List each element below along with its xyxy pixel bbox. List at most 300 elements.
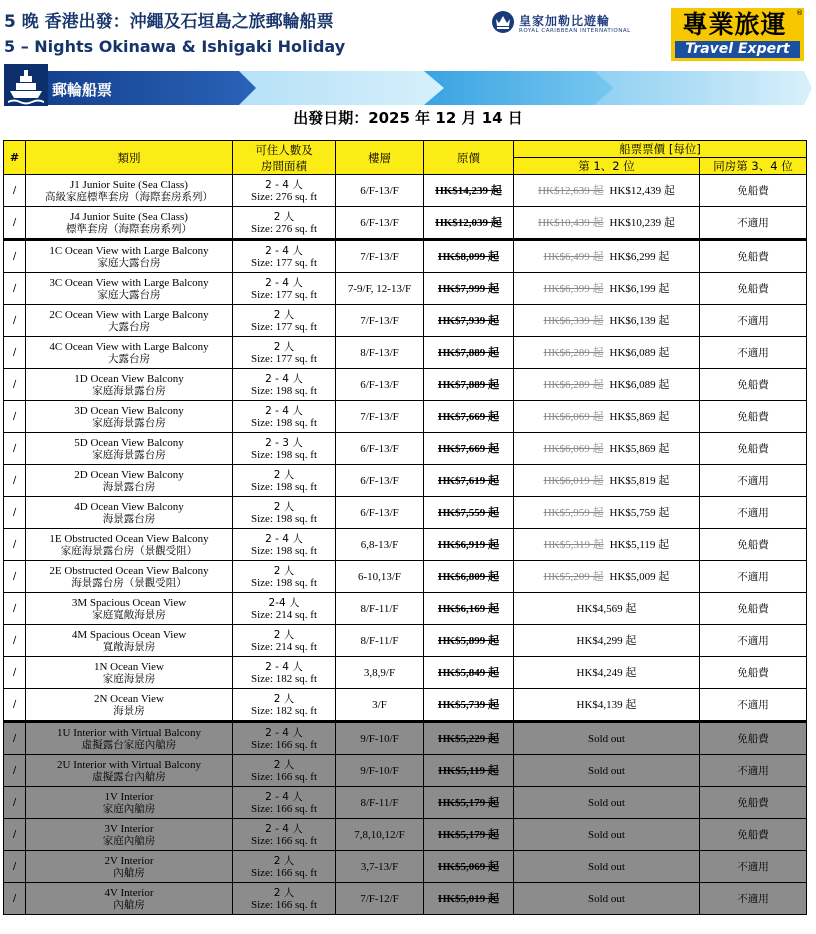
occupancy-count: 2 - 4 人	[265, 178, 303, 191]
original-price: HK$7,669 起	[424, 401, 514, 433]
table-row	[4, 561, 807, 593]
table-row	[4, 787, 807, 819]
cabin-category	[26, 593, 233, 625]
agency-name-en	[675, 41, 800, 58]
previous-fare: HK$6,399 起	[543, 282, 604, 295]
fare-3-4: 免船費	[700, 593, 807, 625]
original-price: HK$5,019 起	[424, 883, 514, 915]
cruise-line-subtitle: ROYAL CARIBBEAN INTERNATIONAL	[519, 28, 631, 34]
fare-3-4: 免船費	[700, 657, 807, 689]
original-price: HK$8,099 起	[424, 240, 514, 273]
cabin-occupancy	[233, 433, 336, 465]
cabin-name-zh: 家庭大露台房	[97, 288, 161, 301]
row-number: /	[4, 755, 26, 787]
occupancy-count: 2 人	[273, 210, 295, 223]
cabin-name-en: 1V Interior	[104, 790, 154, 803]
row-number: /	[4, 465, 26, 497]
cabin-name-en: 4C Ocean View with Large Balcony	[49, 340, 209, 353]
cabin-name-en: 2V Interior	[104, 854, 154, 867]
cabin-name-zh: 家庭海景露台房	[92, 384, 166, 397]
fare-1-2	[514, 561, 700, 593]
previous-fare: HK$10,439 起	[538, 216, 604, 229]
fare-3-4: 免船費	[700, 529, 807, 561]
section-banner	[4, 64, 812, 106]
fare-1-2	[514, 722, 700, 755]
cabin-occupancy	[233, 722, 336, 755]
original-price: HK$5,899 起	[424, 625, 514, 657]
row-number: /	[4, 497, 26, 529]
row-number: /	[4, 819, 26, 851]
cabin-occupancy	[233, 497, 336, 529]
row-number: /	[4, 369, 26, 401]
fare-1-2	[514, 689, 700, 722]
cabin-occupancy	[233, 529, 336, 561]
cabin-name-en: J1 Junior Suite (Sea Class)	[70, 178, 188, 191]
cabin-occupancy	[233, 787, 336, 819]
original-price: HK$7,619 起	[424, 465, 514, 497]
cabin-category	[26, 755, 233, 787]
cabin-size: Size: 214 sq. ft	[251, 640, 317, 653]
cabin-category	[26, 465, 233, 497]
cabin-deck: 6/F-13/F	[336, 465, 424, 497]
cabin-size: Size: 177 sq. ft	[251, 352, 317, 365]
cabin-deck: 7-9/F, 12-13/F	[336, 273, 424, 305]
fare-1-2	[514, 593, 700, 625]
table-row	[4, 851, 807, 883]
cabin-name-zh: 海景房	[113, 704, 145, 717]
table-row	[4, 883, 807, 915]
previous-fare: HK$6,289 起	[543, 346, 604, 359]
cabin-size: Size: 198 sq. ft	[251, 576, 317, 589]
row-number: /	[4, 273, 26, 305]
cabin-name-en: J4 Junior Suite (Sea Class)	[70, 210, 188, 223]
current-fare: HK$5,869 起	[609, 410, 670, 423]
original-price: HK$12,039 起	[424, 207, 514, 240]
occupancy-count: 2 人	[273, 692, 295, 705]
row-number: /	[4, 657, 26, 689]
cabin-size: Size: 182 sq. ft	[251, 672, 317, 685]
cabin-name-en: 3M Spacious Ocean View	[71, 596, 187, 609]
cabin-name-zh: 家庭海景房	[102, 672, 156, 685]
header-category: 類別	[26, 141, 233, 175]
cabin-size: Size: 276 sq. ft	[251, 222, 317, 235]
fare-3-4: 免船費	[700, 722, 807, 755]
fare-1-2	[514, 883, 700, 915]
occupancy-count: 2 人	[273, 886, 295, 899]
cabin-occupancy	[233, 689, 336, 722]
cabin-deck: 7/F-12/F	[336, 883, 424, 915]
fare-3-4: 不適用	[700, 465, 807, 497]
table-row	[4, 433, 807, 465]
cabin-occupancy	[233, 240, 336, 273]
original-price: HK$5,119 起	[424, 755, 514, 787]
current-fare: HK$6,089 起	[609, 378, 670, 391]
previous-fare: HK$6,019 起	[543, 474, 604, 487]
previous-fare: HK$6,289 起	[543, 378, 604, 391]
table-row	[4, 273, 807, 305]
cabin-name-zh: 虛擬露台家庭內艙房	[81, 738, 177, 751]
occupancy-count: 2 人	[273, 468, 295, 481]
table-row	[4, 625, 807, 657]
table-row	[4, 337, 807, 369]
cabin-deck: 9/F-10/F	[336, 755, 424, 787]
cabin-occupancy	[233, 401, 336, 433]
current-fare: HK$4,249 起	[576, 666, 637, 679]
previous-fare: HK$6,499 起	[543, 250, 604, 263]
page-title-en: 5 – Nights Okinawa & Ishigaki Holiday	[4, 37, 346, 56]
cabin-deck: 7/F-13/F	[336, 401, 424, 433]
table-row	[4, 175, 807, 207]
row-number: /	[4, 851, 26, 883]
cabin-deck: 3/F	[336, 689, 424, 722]
current-fare: HK$5,869 起	[609, 442, 670, 455]
original-price: HK$6,809 起	[424, 561, 514, 593]
cabin-category	[26, 337, 233, 369]
cabin-name-zh: 家庭海景露台房	[92, 416, 166, 429]
row-number: /	[4, 883, 26, 915]
fare-3-4: 免船費	[700, 401, 807, 433]
cabin-deck: 3,8,9/F	[336, 657, 424, 689]
fare-3-4: 不適用	[700, 689, 807, 722]
fare-3-4: 不適用	[700, 883, 807, 915]
cabin-name-zh: 家庭海景露台房（景觀受阻）	[60, 544, 198, 557]
current-fare: Sold out	[588, 796, 625, 809]
cabin-deck: 9/F-10/F	[336, 722, 424, 755]
cabin-name-en: 4D Ocean View Balcony	[74, 500, 184, 513]
occupancy-count: 2 - 4 人	[265, 822, 303, 835]
row-number: /	[4, 337, 26, 369]
header-occupancy-line1: 可住人數及	[255, 142, 313, 157]
cabin-size: Size: 276 sq. ft	[251, 190, 317, 203]
fare-3-4: 不適用	[700, 755, 807, 787]
table-row	[4, 819, 807, 851]
cabin-deck: 3,7-13/F	[336, 851, 424, 883]
occupancy-count: 2 人	[273, 628, 295, 641]
cruise-line-name: 皇家加勒比遊輪	[519, 14, 611, 28]
cabin-deck: 7,8,10,12/F	[336, 819, 424, 851]
fare-3-4: 不適用	[700, 305, 807, 337]
cabin-occupancy	[233, 273, 336, 305]
cabin-occupancy	[233, 305, 336, 337]
cabin-name-en: 4M Spacious Ocean View	[71, 628, 187, 641]
cabin-name-en: 2U Interior with Virtual Balcony	[57, 758, 201, 771]
header-deck: 樓層	[336, 141, 424, 175]
cabin-category	[26, 273, 233, 305]
cabin-name-en: 1N Ocean View	[93, 660, 164, 673]
cabin-name-zh: 海景露台房（景觀受阻）	[71, 576, 187, 589]
fare-1-2	[514, 657, 700, 689]
fare-1-2	[514, 851, 700, 883]
cabin-deck: 6/F-13/F	[336, 433, 424, 465]
fare-3-4: 免船費	[700, 240, 807, 273]
fare-1-2	[514, 337, 700, 369]
cabin-size: Size: 166 sq. ft	[251, 834, 317, 847]
fare-1-2	[514, 369, 700, 401]
cabin-name-zh: 虛擬露台內艙房	[92, 770, 166, 783]
cabin-occupancy	[233, 337, 336, 369]
original-price: HK$7,559 起	[424, 497, 514, 529]
fare-1-2	[514, 625, 700, 657]
row-number: /	[4, 561, 26, 593]
cabin-name-zh: 家庭海景露台房	[92, 448, 166, 461]
row-number: /	[4, 593, 26, 625]
cabin-size: Size: 198 sq. ft	[251, 480, 317, 493]
cabin-category	[26, 787, 233, 819]
current-fare: HK$4,569 起	[576, 602, 637, 615]
cabin-size: Size: 198 sq. ft	[251, 384, 317, 397]
original-price: HK$5,069 起	[424, 851, 514, 883]
registered-mark: ®	[796, 9, 803, 17]
cabin-deck: 8/F-11/F	[336, 593, 424, 625]
current-fare: HK$6,299 起	[609, 250, 670, 263]
table-row	[4, 465, 807, 497]
current-fare: Sold out	[588, 732, 625, 745]
fare-1-2	[514, 787, 700, 819]
table-row	[4, 207, 807, 240]
cabin-deck: 8/F-11/F	[336, 625, 424, 657]
original-price: HK$5,179 起	[424, 787, 514, 819]
cabin-occupancy	[233, 657, 336, 689]
header-original: 原價	[424, 141, 514, 175]
cabin-category	[26, 689, 233, 722]
row-number: /	[4, 722, 26, 755]
current-fare: HK$5,009 起	[609, 570, 670, 583]
cabin-category	[26, 819, 233, 851]
fare-3-4: 不適用	[700, 497, 807, 529]
occupancy-count: 2 - 4 人	[265, 660, 303, 673]
cabin-deck: 6/F-13/F	[336, 175, 424, 207]
original-price: HK$7,999 起	[424, 273, 514, 305]
previous-fare: HK$6,339 起	[543, 314, 604, 327]
cabin-name-en: 1E Obstructed Ocean View Balcony	[49, 532, 209, 545]
cabin-size: Size: 177 sq. ft	[251, 288, 317, 301]
cabin-category	[26, 561, 233, 593]
occupancy-count: 2 人	[273, 500, 295, 513]
cabin-size: Size: 198 sq. ft	[251, 544, 317, 557]
fare-1-2	[514, 401, 700, 433]
cabin-occupancy	[233, 593, 336, 625]
fare-1-2	[514, 207, 700, 240]
occupancy-count: 2-4 人	[268, 596, 300, 609]
cabin-category	[26, 529, 233, 561]
cabin-name-zh: 家庭寬敞海景房	[92, 608, 166, 621]
cabin-deck: 6/F-13/F	[336, 207, 424, 240]
cabin-size: Size: 166 sq. ft	[251, 866, 317, 879]
cabin-deck: 6,8-13/F	[336, 529, 424, 561]
current-fare: HK$6,139 起	[609, 314, 670, 327]
table-row	[4, 755, 807, 787]
cabin-name-zh: 家庭內艙房	[102, 834, 156, 847]
row-number: /	[4, 305, 26, 337]
cabin-occupancy	[233, 625, 336, 657]
agency-name-en-2: Expert	[737, 41, 790, 57]
fare-1-2	[514, 755, 700, 787]
cabin-category	[26, 497, 233, 529]
original-price: HK$5,739 起	[424, 689, 514, 722]
original-price: HK$6,919 起	[424, 529, 514, 561]
fare-1-2	[514, 819, 700, 851]
current-fare: Sold out	[588, 860, 625, 873]
cabin-name-en: 1C Ocean View with Large Balcony	[49, 244, 209, 257]
fare-3-4: 免船費	[700, 175, 807, 207]
cabin-name-zh: 大露台房	[108, 320, 150, 333]
cabin-name-zh: 海景露台房	[102, 480, 156, 493]
occupancy-count: 2 人	[273, 340, 295, 353]
table-row	[4, 369, 807, 401]
cabin-category	[26, 207, 233, 240]
previous-fare: HK$5,959 起	[543, 506, 604, 519]
cabin-deck: 6-10,13/F	[336, 561, 424, 593]
original-price: HK$6,169 起	[424, 593, 514, 625]
fare-1-2	[514, 465, 700, 497]
cabin-size: Size: 214 sq. ft	[251, 608, 317, 621]
cabin-category	[26, 240, 233, 273]
occupancy-count: 2 人	[273, 854, 295, 867]
cabin-name-zh: 海景露台房	[102, 512, 156, 525]
cabin-name-zh: 內艙房	[113, 866, 145, 879]
cabin-name-en: 3V Interior	[104, 822, 154, 835]
header-occupancy-line2: 房間面積	[261, 158, 307, 173]
cabin-name-zh: 內艙房	[113, 898, 145, 911]
cabin-name-zh: 高級家庭標準套房（海際套房系列）	[45, 190, 213, 203]
fare-table	[3, 140, 807, 915]
fare-3-4: 免船費	[700, 273, 807, 305]
cabin-deck: 8/F-11/F	[336, 787, 424, 819]
departure-date: 出發日期：2025 年 12 月 14 日	[293, 109, 523, 127]
row-number: /	[4, 401, 26, 433]
agency-logo	[671, 8, 804, 61]
crown-anchor-icon	[491, 10, 515, 34]
cabin-occupancy	[233, 207, 336, 240]
cabin-category	[26, 305, 233, 337]
cabin-category	[26, 369, 233, 401]
current-fare: HK$12,439 起	[609, 184, 675, 197]
cabin-name-en: 5D Ocean View Balcony	[74, 436, 184, 449]
cabin-occupancy	[233, 883, 336, 915]
occupancy-count: 2 - 4 人	[265, 726, 303, 739]
occupancy-count: 2 人	[273, 564, 295, 577]
agency-name-en-1: Travel	[685, 41, 734, 57]
header-fare-1-2: 第 1、2 位	[514, 158, 700, 175]
cabin-category	[26, 175, 233, 207]
fare-3-4: 不適用	[700, 561, 807, 593]
fare-1-2	[514, 175, 700, 207]
banner-label: 郵輪船票	[52, 81, 113, 99]
fare-3-4: 免船費	[700, 433, 807, 465]
current-fare: HK$5,119 起	[609, 538, 670, 551]
occupancy-count: 2 - 4 人	[265, 372, 303, 385]
cabin-name-en: 3C Ocean View with Large Balcony	[49, 276, 209, 289]
cabin-name-en: 4V Interior	[104, 886, 154, 899]
cabin-name-en: 2C Ocean View with Large Balcony	[49, 308, 209, 321]
fare-3-4: 不適用	[700, 625, 807, 657]
fare-1-2	[514, 273, 700, 305]
cabin-deck: 7/F-13/F	[336, 240, 424, 273]
cabin-size: Size: 198 sq. ft	[251, 416, 317, 429]
cabin-category	[26, 722, 233, 755]
previous-fare: HK$5,319 起	[543, 538, 604, 551]
cabin-name-zh: 寬敞海景房	[102, 640, 156, 653]
cabin-size: Size: 166 sq. ft	[251, 898, 317, 911]
row-number: /	[4, 689, 26, 722]
occupancy-count: 2 - 4 人	[265, 532, 303, 545]
cabin-name-zh: 家庭大露台房	[97, 256, 161, 269]
fare-1-2	[514, 497, 700, 529]
table-row	[4, 689, 807, 722]
fare-3-4: 免船費	[700, 369, 807, 401]
original-price: HK$7,889 起	[424, 369, 514, 401]
table-row	[4, 657, 807, 689]
cabin-occupancy	[233, 465, 336, 497]
fare-1-2	[514, 240, 700, 273]
original-price: HK$5,179 起	[424, 819, 514, 851]
cabin-name-en: 3D Ocean View Balcony	[74, 404, 184, 417]
cabin-name-en: 2N Ocean View	[93, 692, 164, 705]
current-fare: Sold out	[588, 764, 625, 777]
current-fare: Sold out	[588, 828, 625, 841]
current-fare: Sold out	[588, 892, 625, 905]
cabin-name-en: 1D Ocean View Balcony	[74, 372, 184, 385]
original-price: HK$7,669 起	[424, 433, 514, 465]
row-number: /	[4, 787, 26, 819]
cabin-occupancy	[233, 369, 336, 401]
cabin-name-zh: 家庭內艙房	[102, 802, 156, 815]
cabin-deck: 8/F-13/F	[336, 337, 424, 369]
header-fare-3-4: 同房第 3、4 位	[700, 158, 807, 175]
header-fare-group: 船票票價 [每位]	[514, 141, 807, 158]
cabin-size: Size: 166 sq. ft	[251, 738, 317, 751]
cabin-occupancy	[233, 755, 336, 787]
row-number: /	[4, 207, 26, 240]
fare-3-4: 免船費	[700, 819, 807, 851]
header-num: #	[4, 141, 26, 175]
occupancy-count: 2 人	[273, 308, 295, 321]
row-number: /	[4, 433, 26, 465]
occupancy-count: 2 - 4 人	[265, 404, 303, 417]
row-number: /	[4, 240, 26, 273]
row-number: /	[4, 625, 26, 657]
cabin-size: Size: 166 sq. ft	[251, 802, 317, 815]
row-number: /	[4, 529, 26, 561]
cabin-occupancy	[233, 175, 336, 207]
cruise-line-logo	[491, 10, 641, 38]
cabin-deck: 6/F-13/F	[336, 369, 424, 401]
cabin-deck: 7/F-13/F	[336, 305, 424, 337]
previous-fare: HK$5,209 起	[543, 570, 604, 583]
cabin-name-en: 1U Interior with Virtual Balcony	[57, 726, 201, 739]
table-row	[4, 401, 807, 433]
cabin-size: Size: 166 sq. ft	[251, 770, 317, 783]
cabin-size: Size: 177 sq. ft	[251, 256, 317, 269]
fare-table-body	[4, 175, 807, 915]
current-fare: HK$5,759 起	[609, 506, 670, 519]
cabin-size: Size: 182 sq. ft	[251, 704, 317, 717]
cabin-category	[26, 401, 233, 433]
fare-1-2	[514, 305, 700, 337]
cabin-size: Size: 198 sq. ft	[251, 448, 317, 461]
table-row	[4, 240, 807, 273]
previous-fare: HK$6,069 起	[543, 442, 604, 455]
current-fare: HK$10,239 起	[609, 216, 675, 229]
current-fare: HK$5,819 起	[609, 474, 670, 487]
original-price: HK$5,849 起	[424, 657, 514, 689]
current-fare: HK$6,089 起	[609, 346, 670, 359]
cabin-name-zh: 大露台房	[108, 352, 150, 365]
table-row	[4, 497, 807, 529]
fare-3-4: 不適用	[700, 851, 807, 883]
occupancy-count: 2 - 4 人	[265, 790, 303, 803]
cabin-occupancy	[233, 561, 336, 593]
